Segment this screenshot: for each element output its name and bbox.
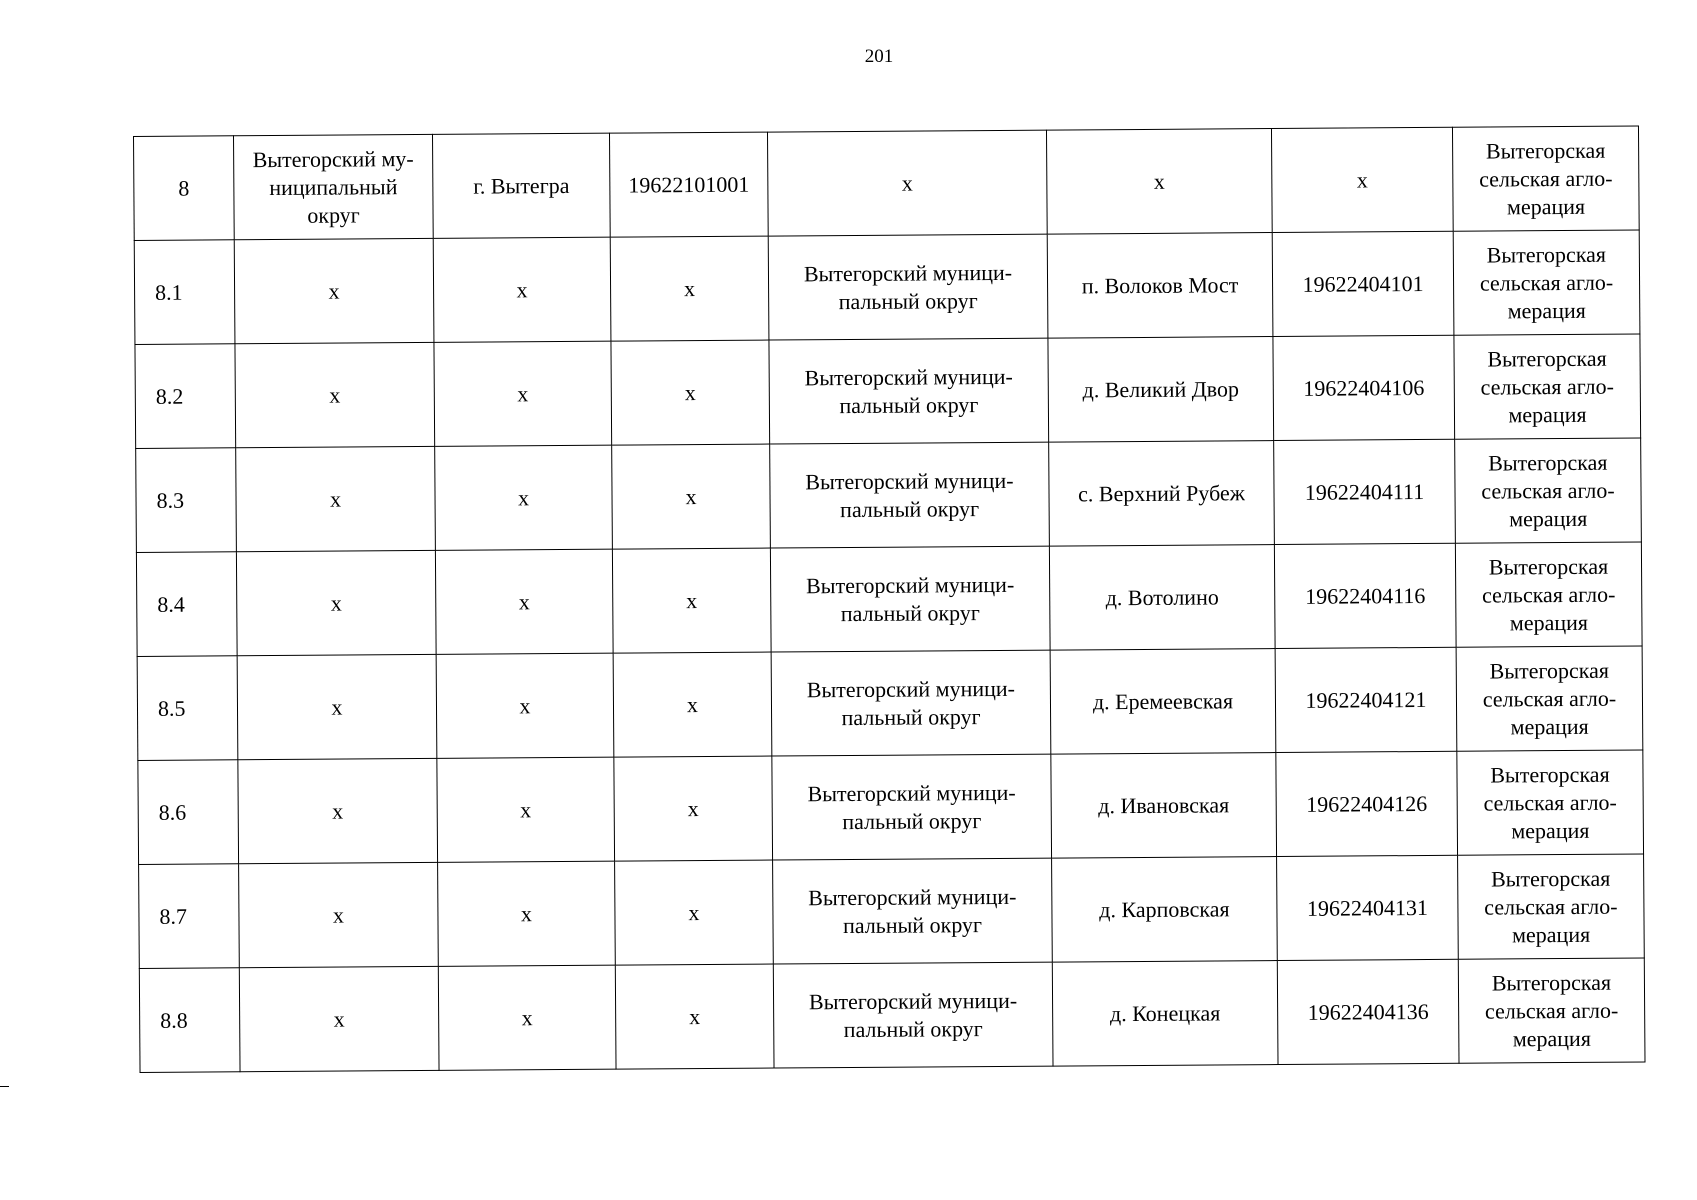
municipal-district: х <box>237 654 437 759</box>
table-row <box>134 230 1640 345</box>
row-number: 8 <box>134 136 235 241</box>
municipal-district: х <box>236 446 436 551</box>
settlement-name: д. Великий Двор <box>1048 337 1274 443</box>
row-number: 8.8 <box>139 968 240 1073</box>
table-row <box>138 750 1644 865</box>
agglomeration: Вытегорская сельская агло- мерация <box>1452 126 1639 231</box>
oktmo-code: х <box>611 340 770 445</box>
municipal-district: х <box>236 550 436 655</box>
municipal-district: х <box>239 966 439 1071</box>
settlement-district: Вытегорский муници- пальный округ <box>771 650 1051 756</box>
settlement-code: 19622404126 <box>1276 751 1458 856</box>
settlement-name: д. Ивановская <box>1051 753 1277 859</box>
agglomeration: Вытегорская сельская агло- мерация <box>1456 646 1643 751</box>
municipal-district: х <box>235 342 435 447</box>
row-number: 8.2 <box>135 344 236 449</box>
row-number: 8.7 <box>139 864 240 969</box>
settlement-district: Вытегорский муници- пальный округ <box>772 754 1052 860</box>
municipal-district: х <box>239 862 439 967</box>
municipal-district: х <box>234 238 434 343</box>
settlement-name: х <box>1046 129 1272 235</box>
settlement-code: 19622404116 <box>1274 543 1456 648</box>
table-row <box>139 958 1645 1073</box>
page-number: 201 <box>864 46 894 67</box>
settlement-district: х <box>767 130 1047 236</box>
agglomeration: Вытегорская сельская агло- мерация <box>1454 334 1641 439</box>
settlement-code: 19622404131 <box>1277 855 1459 960</box>
settlement-name: д. Карповская <box>1052 857 1278 963</box>
oktmo-code: х <box>612 444 771 549</box>
agglomeration: Вытегорская сельская агло- мерация <box>1457 750 1644 855</box>
municipal-district: Вытегорский му- ниципальный округ <box>234 134 434 239</box>
locality-name: х <box>438 965 616 1070</box>
settlement-district: Вытегорский муници- пальный округ <box>773 858 1053 964</box>
table-row <box>137 646 1643 761</box>
settlements-table <box>133 125 1646 1072</box>
municipal-district: х <box>238 758 438 863</box>
table-row <box>139 854 1645 969</box>
margin-mark <box>0 1086 9 1087</box>
locality-name: х <box>435 445 613 550</box>
row-number: 8.3 <box>136 448 237 553</box>
agglomeration: Вытегорская сельская агло- мерация <box>1455 542 1642 647</box>
locality-name: х <box>438 861 616 966</box>
settlement-name: д. Конецкая <box>1052 961 1278 1067</box>
oktmo-code: х <box>615 964 774 1069</box>
table-row <box>136 542 1642 657</box>
agglomeration: Вытегорская сельская агло- мерация <box>1455 438 1642 543</box>
settlement-code: 19622404111 <box>1274 439 1456 544</box>
row-number: 8.4 <box>136 552 237 657</box>
locality-name: х <box>434 341 612 446</box>
settlement-code: 19622404106 <box>1273 335 1455 440</box>
settlement-name: д. Вотолино <box>1049 545 1275 651</box>
table-row <box>135 334 1641 449</box>
settlement-district: Вытегорский муници- пальный округ <box>768 234 1048 340</box>
row-number: 8.5 <box>137 656 238 761</box>
row-number: 8.1 <box>134 240 235 345</box>
oktmo-code: х <box>613 652 772 757</box>
locality-name: х <box>436 653 614 758</box>
settlement-name: с. Верхний Рубеж <box>1049 441 1275 547</box>
settlement-code: 19622404136 <box>1277 959 1459 1064</box>
table-row <box>136 438 1642 553</box>
agglomeration: Вытегорская сельская агло- мерация <box>1453 230 1640 335</box>
oktmo-code: х <box>610 236 769 341</box>
row-number: 8.6 <box>138 760 239 865</box>
settlement-district: Вытегорский муници- пальный округ <box>773 962 1053 1068</box>
settlement-district: Вытегорский муници- пальный округ <box>770 442 1050 548</box>
table-row <box>134 126 1640 241</box>
agglomeration: Вытегорская сельская агло- мерация <box>1458 958 1645 1063</box>
locality-name: х <box>433 237 611 342</box>
agglomeration: Вытегорская сельская агло- мерация <box>1458 854 1645 959</box>
locality-name: х <box>437 757 615 862</box>
oktmo-code: х <box>612 548 771 653</box>
locality-name: г. Вытегра <box>432 133 610 238</box>
settlement-code: х <box>1271 127 1453 232</box>
oktmo-code: х <box>615 860 774 965</box>
oktmo-code: х <box>614 756 773 861</box>
settlement-district: Вытегорский муници- пальный округ <box>769 338 1049 444</box>
settlement-district: Вытегорский муници- пальный округ <box>770 546 1050 652</box>
locality-name: х <box>435 549 613 654</box>
settlement-name: д. Еремеевская <box>1050 649 1276 755</box>
settlement-code: 19622404121 <box>1275 647 1457 752</box>
settlement-code: 19622404101 <box>1272 231 1454 336</box>
oktmo-code: 19622101001 <box>609 132 768 237</box>
settlement-name: п. Волоков Мост <box>1047 233 1273 339</box>
